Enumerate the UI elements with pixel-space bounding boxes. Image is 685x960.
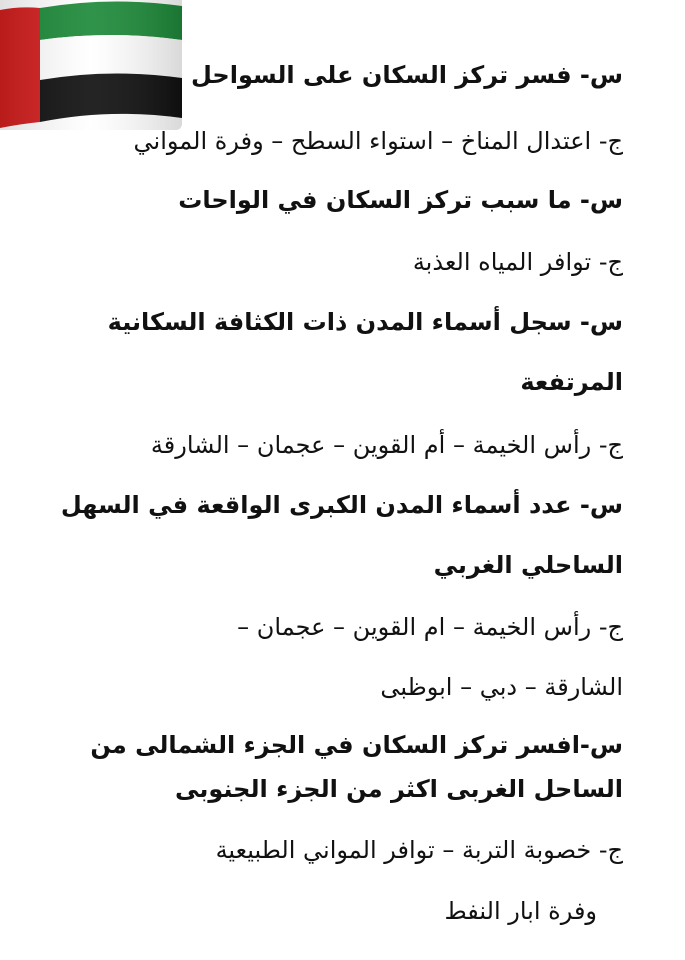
uae-flag-image bbox=[0, 0, 182, 130]
question-5-line-1: س-افسر تركز السكان في الجزء الشمالى من bbox=[90, 731, 623, 759]
answer-5-line-2: وفرة ابار النفط bbox=[444, 897, 597, 925]
answer-4-line-2: الشارقة – دبي – ابوظبى bbox=[380, 673, 623, 701]
question-4-line-2: الساحلي الغربي bbox=[433, 551, 623, 579]
question-2: س- ما سبب تركز السكان في الواحات bbox=[178, 186, 623, 214]
question-3-line-1: س- سجل أسماء المدن ذات الكثافة السكانية bbox=[107, 308, 623, 336]
answer-3: ج- رأس الخيمة – أم القوين – عجمان – الشارقة bbox=[150, 431, 623, 459]
question-4-line-1: س- عدد أسماء المدن الكبرى الواقعة في السهل bbox=[60, 491, 623, 519]
question-1: س- فسر تركز السكان على السواحل bbox=[191, 61, 623, 89]
answer-1: ج- اعتدال المناخ – استواء السطح – وفرة المواني bbox=[133, 127, 623, 155]
answer-5-line-1: ج- خصوبة التربة – توافر المواني الطبيعية bbox=[215, 836, 623, 864]
answer-2: ج- توافر المياه العذبة bbox=[412, 248, 623, 276]
question-3-line-2: المرتفعة bbox=[520, 368, 623, 396]
question-5-line-2: الساحل الغربى اكثر من الجزء الجنوبى bbox=[175, 775, 623, 803]
answer-4-line-1: ج- رأس الخيمة – ام القوين – عجمان – bbox=[237, 613, 623, 641]
